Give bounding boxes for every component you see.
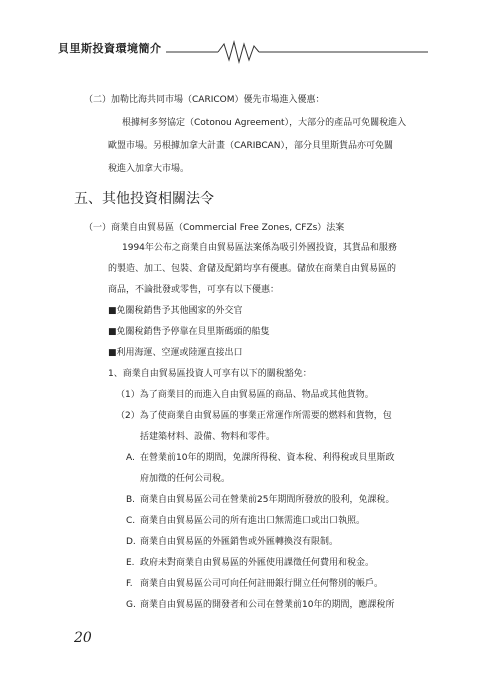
letter-item-text: 在營業前10年的期間，免課所得稅、資本稅、利得稅或貝里斯政 xyxy=(140,453,395,463)
page-number: 20 xyxy=(74,630,92,646)
section-heading: 五、其他投資相關法令 xyxy=(74,191,214,207)
bullet-item: ■免關稅銷售予其他國家的外交官 xyxy=(108,306,243,316)
subsection-heading: （一）商業自由貿易區（Commercial Free Zones, CFZs）法案 xyxy=(84,223,345,233)
numbered-item: 1、商業自由貿易區投資人可享有以下的關稅豁免： xyxy=(108,369,312,379)
paragraph-line: 根據柯多努協定（Cotonou Agreement），大部分的產品可免關稅進入 xyxy=(122,118,407,128)
letter-item-text: 政府未對商業自由貿易區的外匯使用課徵任何費用和稅金。 xyxy=(140,558,375,568)
letter-item-text: 府加徵的任何公司稅。 xyxy=(140,474,231,484)
letter-marker: D. xyxy=(126,537,136,547)
letter-item-text: 商業自由貿易區公司在營業前25年期間所發放的股利，免課稅。 xyxy=(140,495,395,505)
running-header xyxy=(58,38,428,70)
letter-item-text: 商業自由貿易區的外匯銷售或外匯轉換沒有限制。 xyxy=(140,537,339,547)
letter-marker: A. xyxy=(126,453,135,463)
sub-item: （2）為了使商業自由貿易區的事業正常運作所需要的燃料和貨物，包 xyxy=(116,411,392,421)
letter-marker: B. xyxy=(126,495,136,505)
letter-item-text: 商業自由貿易區的開發者和公司在營業前10年的期間，應課稅所 xyxy=(140,600,395,610)
header-title: 貝里斯投資環境簡介 xyxy=(58,42,162,55)
sub-item: （1）為了商業目的而進入自由貿易區的商品、物品或其他貨物。 xyxy=(116,390,374,400)
sub-item-continuation: 括建築材料、設備、物料和零件。 xyxy=(140,432,276,442)
letter-item-text: 商業自由貿易區公司的所有進出口無需進口或出口執照。 xyxy=(140,516,366,526)
bullet-item: ■免關稅銷售予停靠在貝里斯碼頭的船隻 xyxy=(108,327,270,337)
letter-item-text: 商業自由貿易區公司可向任何註冊銀行開立任何幣別的帳戶。 xyxy=(140,579,384,589)
paragraph-line: 的製造、加工、包裝、倉儲及配銷均享有優惠。儲放在商業自由貿易區的 xyxy=(108,264,397,274)
letter-marker: G. xyxy=(126,600,136,610)
paragraph-line: 商品，不論批發或零售，可享有以下優惠： xyxy=(108,285,280,295)
letter-marker: E. xyxy=(126,558,135,568)
paragraph-line: 歐盟市場。另根據加拿大計畫（CARIBCAN），部分貝里斯貨品亦可免關 xyxy=(108,141,394,151)
bullet-item: ■利用海運、空運或陸運直接出口 xyxy=(108,348,243,358)
letter-marker: C. xyxy=(126,516,136,526)
paragraph-line: 稅進入加拿大市場。 xyxy=(108,164,190,174)
paragraph-line: 1994年公布之商業自由貿易區法案係為吸引外國投資，其貨品和服務 xyxy=(122,243,397,253)
letter-marker: F. xyxy=(126,579,133,589)
subsection-heading: （二）加勒比海共同市場（CARICOM）優先市場進入優惠： xyxy=(84,95,325,105)
